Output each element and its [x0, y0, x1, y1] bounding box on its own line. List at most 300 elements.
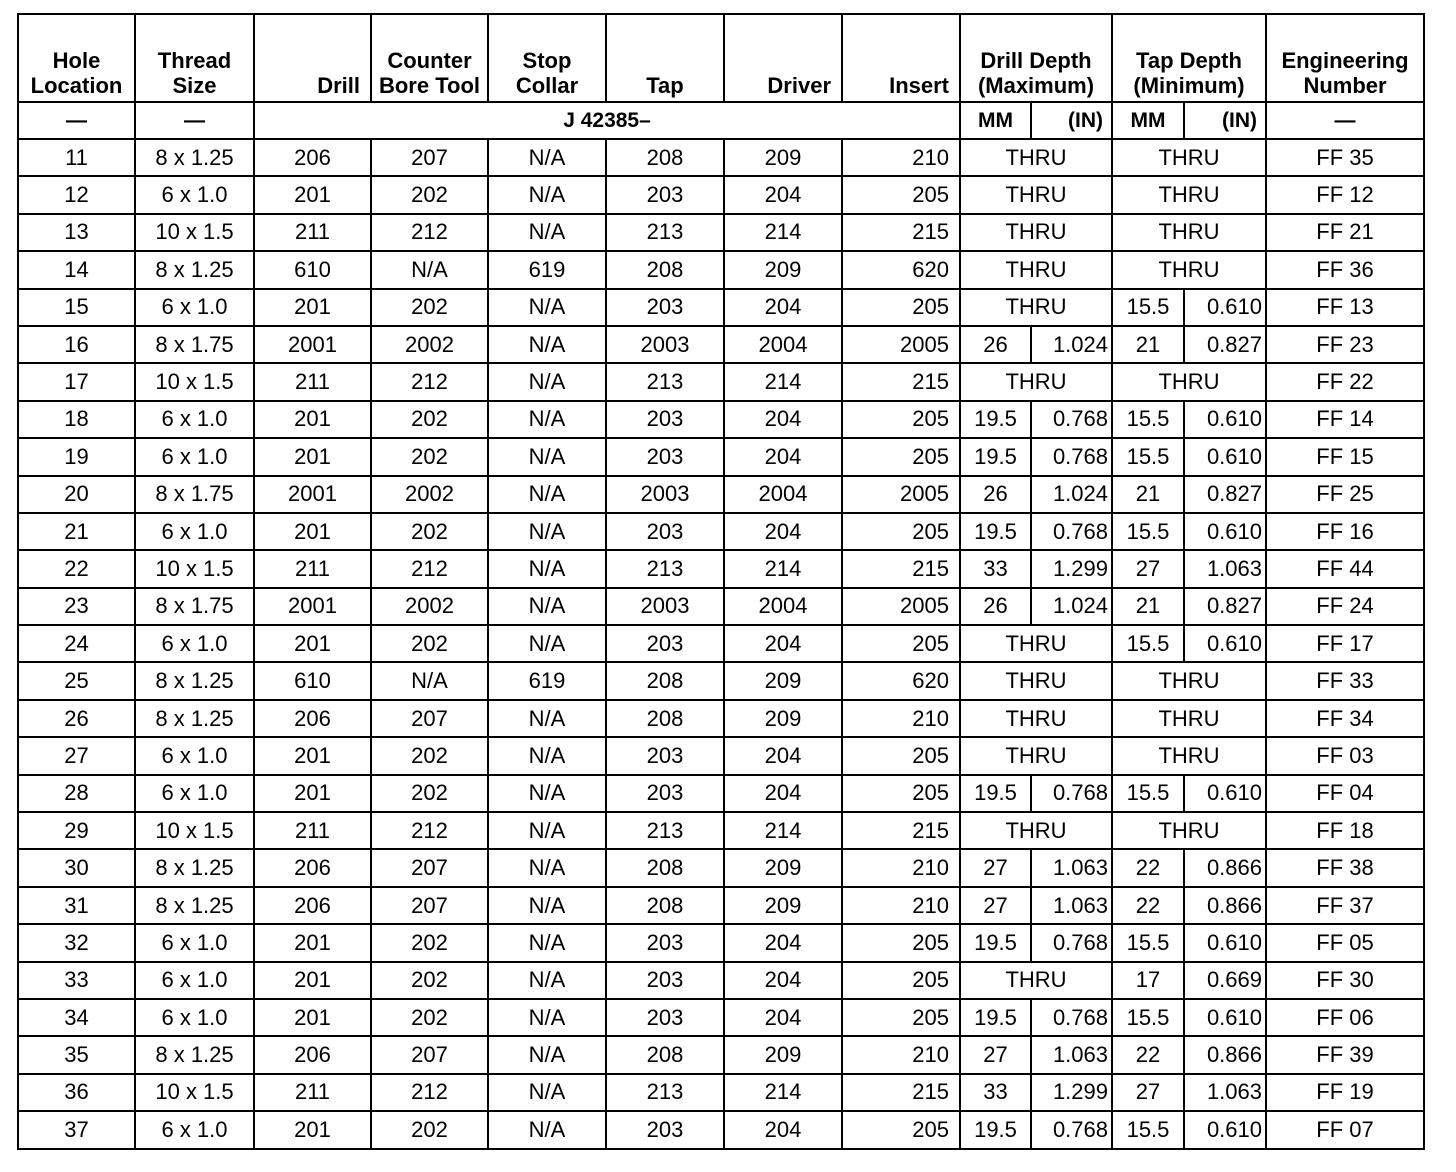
cell-driver: 204: [724, 625, 842, 662]
cell-insert: 215: [842, 812, 960, 849]
cell-stop-collar: N/A: [488, 1036, 606, 1073]
cell-drill: 211: [254, 1074, 371, 1111]
cell-tap-depth-in: 0.866: [1184, 1036, 1266, 1073]
cell-tap-depth-mm: 21: [1112, 476, 1184, 513]
cell-tap-depth: THRU: [1112, 139, 1266, 176]
cell-tap: 203: [606, 289, 724, 326]
cell-hole-location: 27: [18, 737, 135, 774]
cell-tap-depth: THRU: [1112, 812, 1266, 849]
cell-counter-bore-tool: 212: [371, 812, 488, 849]
cell-hole-location: 14: [18, 251, 135, 288]
cell-insert: 205: [842, 438, 960, 475]
cell-drill-depth-mm: 26: [960, 326, 1031, 363]
cell-insert: 205: [842, 176, 960, 213]
cell-counter-bore-tool: 202: [371, 924, 488, 961]
cell-tap-depth-in: 0.610: [1184, 775, 1266, 812]
cell-tap-depth-mm: 15.5: [1112, 401, 1184, 438]
cell-engineering-number: FF 30: [1266, 962, 1424, 999]
cell-insert: 2005: [842, 588, 960, 625]
cell-tap: 208: [606, 887, 724, 924]
cell-engineering-number: FF 44: [1266, 550, 1424, 587]
cell-stop-collar: N/A: [488, 176, 606, 213]
cell-engineering-number: FF 34: [1266, 700, 1424, 737]
table-row: [18, 401, 1424, 438]
cell-stop-collar: N/A: [488, 700, 606, 737]
cell-tap-depth-mm: 15.5: [1112, 775, 1184, 812]
cell-engineering-number: FF 05: [1266, 924, 1424, 961]
subheader-tool-prefix: J 42385–: [254, 102, 960, 139]
cell-hole-location: 13: [18, 214, 135, 251]
cell-tap-depth-mm: 22: [1112, 849, 1184, 886]
table-row: [18, 737, 1424, 774]
cell-thread-size: 6 x 1.0: [135, 438, 254, 475]
cell-drill: 211: [254, 214, 371, 251]
cell-tap-depth-in: 0.610: [1184, 289, 1266, 326]
cell-stop-collar: N/A: [488, 550, 606, 587]
table-row: [18, 775, 1424, 812]
cell-drill-depth-mm: 27: [960, 887, 1031, 924]
header-row: [18, 14, 1424, 102]
cell-thread-size: 6 x 1.0: [135, 924, 254, 961]
cell-drill: 201: [254, 289, 371, 326]
cell-engineering-number: FF 39: [1266, 1036, 1424, 1073]
cell-drill-depth-mm: 19.5: [960, 775, 1031, 812]
cell-insert: 210: [842, 887, 960, 924]
cell-counter-bore-tool: 207: [371, 700, 488, 737]
cell-hole-location: 16: [18, 326, 135, 363]
cell-engineering-number: FF 23: [1266, 326, 1424, 363]
cell-hole-location: 37: [18, 1111, 135, 1148]
cell-tap-depth-in: 1.063: [1184, 550, 1266, 587]
cell-stop-collar: N/A: [488, 775, 606, 812]
cell-drill-depth: THRU: [960, 289, 1112, 326]
cell-driver: 214: [724, 214, 842, 251]
cell-tap: 2003: [606, 326, 724, 363]
cell-drill-depth-mm: 19.5: [960, 401, 1031, 438]
cell-tap: 2003: [606, 476, 724, 513]
cell-thread-size: 8 x 1.25: [135, 887, 254, 924]
cell-thread-size: 8 x 1.75: [135, 476, 254, 513]
cell-tap-depth-mm: 21: [1112, 588, 1184, 625]
cell-tap: 2003: [606, 588, 724, 625]
cell-insert: 210: [842, 700, 960, 737]
cell-counter-bore-tool: 2002: [371, 476, 488, 513]
tool-specification-table: [17, 13, 1425, 1150]
cell-tap-depth: THRU: [1112, 251, 1266, 288]
cell-insert: 205: [842, 737, 960, 774]
header-driver: Driver: [724, 14, 842, 102]
cell-drill: 206: [254, 139, 371, 176]
cell-engineering-number: FF 14: [1266, 401, 1424, 438]
cell-drill: 201: [254, 999, 371, 1036]
cell-hole-location: 20: [18, 476, 135, 513]
cell-driver: 2004: [724, 588, 842, 625]
cell-drill: 206: [254, 1036, 371, 1073]
cell-drill: 201: [254, 775, 371, 812]
table-row: [18, 251, 1424, 288]
cell-tap-depth-in: 0.610: [1184, 999, 1266, 1036]
cell-counter-bore-tool: 212: [371, 1074, 488, 1111]
cell-drill: 2001: [254, 588, 371, 625]
cell-engineering-number: FF 04: [1266, 775, 1424, 812]
cell-thread-size: 8 x 1.25: [135, 139, 254, 176]
cell-tap-depth-in: 0.610: [1184, 924, 1266, 961]
cell-tap-depth-mm: 15.5: [1112, 999, 1184, 1036]
cell-counter-bore-tool: 2002: [371, 326, 488, 363]
cell-hole-location: 18: [18, 401, 135, 438]
cell-engineering-number: FF 06: [1266, 999, 1424, 1036]
cell-tap: 203: [606, 176, 724, 213]
cell-drill: 201: [254, 737, 371, 774]
cell-thread-size: 8 x 1.25: [135, 251, 254, 288]
cell-tap: 213: [606, 812, 724, 849]
cell-driver: 204: [724, 176, 842, 213]
table-row: [18, 550, 1424, 587]
cell-drill: 2001: [254, 326, 371, 363]
cell-tap: 203: [606, 924, 724, 961]
cell-drill-depth-mm: 27: [960, 1036, 1031, 1073]
cell-tap-depth-mm: 15.5: [1112, 438, 1184, 475]
cell-hole-location: 24: [18, 625, 135, 662]
cell-tap-depth-in: 0.610: [1184, 438, 1266, 475]
cell-engineering-number: FF 16: [1266, 513, 1424, 550]
cell-stop-collar: N/A: [488, 962, 606, 999]
cell-thread-size: 10 x 1.5: [135, 550, 254, 587]
cell-thread-size: 10 x 1.5: [135, 214, 254, 251]
cell-drill-depth-mm: 19.5: [960, 1111, 1031, 1148]
cell-tap-depth: THRU: [1112, 363, 1266, 400]
cell-drill-depth: THRU: [960, 625, 1112, 662]
cell-hole-location: 29: [18, 812, 135, 849]
cell-drill-depth-mm: 19.5: [960, 438, 1031, 475]
cell-tap: 203: [606, 737, 724, 774]
cell-hole-location: 34: [18, 999, 135, 1036]
cell-insert: 205: [842, 775, 960, 812]
cell-drill-depth: THRU: [960, 176, 1112, 213]
cell-tap-depth-mm: 15.5: [1112, 289, 1184, 326]
table-header: [18, 14, 1424, 139]
cell-tap-depth-in: 0.827: [1184, 476, 1266, 513]
table-row: [18, 588, 1424, 625]
cell-stop-collar: N/A: [488, 812, 606, 849]
cell-drill: 206: [254, 849, 371, 886]
cell-drill-depth-in: 1.063: [1031, 1036, 1112, 1073]
cell-thread-size: 6 x 1.0: [135, 176, 254, 213]
cell-driver: 204: [724, 513, 842, 550]
cell-insert: 205: [842, 401, 960, 438]
cell-tap: 203: [606, 775, 724, 812]
cell-engineering-number: FF 36: [1266, 251, 1424, 288]
cell-drill-depth-in: 0.768: [1031, 1111, 1112, 1148]
cell-counter-bore-tool: 202: [371, 289, 488, 326]
cell-drill: 2001: [254, 476, 371, 513]
table-row: [18, 513, 1424, 550]
table-row: [18, 812, 1424, 849]
cell-tap: 213: [606, 550, 724, 587]
cell-engineering-number: FF 18: [1266, 812, 1424, 849]
cell-counter-bore-tool: 212: [371, 550, 488, 587]
cell-counter-bore-tool: 207: [371, 887, 488, 924]
cell-driver: 204: [724, 289, 842, 326]
cell-driver: 214: [724, 812, 842, 849]
cell-counter-bore-tool: 202: [371, 1111, 488, 1148]
table-row: [18, 1111, 1424, 1148]
header-insert: Insert: [842, 14, 960, 102]
cell-drill-depth-in: 1.024: [1031, 326, 1112, 363]
cell-tap-depth: THRU: [1112, 737, 1266, 774]
cell-thread-size: 6 x 1.0: [135, 513, 254, 550]
cell-stop-collar: N/A: [488, 513, 606, 550]
cell-stop-collar: N/A: [488, 924, 606, 961]
cell-driver: 214: [724, 1074, 842, 1111]
cell-engineering-number: FF 15: [1266, 438, 1424, 475]
cell-engineering-number: FF 25: [1266, 476, 1424, 513]
cell-thread-size: 6 x 1.0: [135, 962, 254, 999]
cell-insert: 205: [842, 289, 960, 326]
cell-stop-collar: N/A: [488, 1111, 606, 1148]
cell-hole-location: 15: [18, 289, 135, 326]
cell-drill-depth-in: 1.024: [1031, 476, 1112, 513]
cell-counter-bore-tool: 202: [371, 625, 488, 662]
cell-counter-bore-tool: 202: [371, 999, 488, 1036]
cell-stop-collar: N/A: [488, 999, 606, 1036]
table-row: [18, 700, 1424, 737]
cell-tap-depth: THRU: [1112, 214, 1266, 251]
cell-engineering-number: FF 07: [1266, 1111, 1424, 1148]
cell-tap: 213: [606, 1074, 724, 1111]
cell-counter-bore-tool: 207: [371, 849, 488, 886]
cell-thread-size: 6 x 1.0: [135, 625, 254, 662]
header-thread-size: Thread Size: [135, 14, 254, 102]
cell-thread-size: 10 x 1.5: [135, 1074, 254, 1111]
cell-driver: 204: [724, 438, 842, 475]
cell-counter-bore-tool: 202: [371, 513, 488, 550]
cell-stop-collar: N/A: [488, 438, 606, 475]
cell-tap: 213: [606, 214, 724, 251]
table-row: [18, 476, 1424, 513]
cell-stop-collar: N/A: [488, 588, 606, 625]
cell-tap: 208: [606, 849, 724, 886]
cell-tap-depth-in: 0.669: [1184, 962, 1266, 999]
cell-tap-depth-mm: 21: [1112, 326, 1184, 363]
cell-driver: 214: [724, 363, 842, 400]
cell-hole-location: 22: [18, 550, 135, 587]
cell-hole-location: 32: [18, 924, 135, 961]
cell-thread-size: 8 x 1.25: [135, 662, 254, 699]
cell-tap: 203: [606, 625, 724, 662]
cell-tap-depth-in: 0.610: [1184, 401, 1266, 438]
cell-drill-depth-in: 0.768: [1031, 513, 1112, 550]
cell-drill: 201: [254, 962, 371, 999]
cell-drill-depth: THRU: [960, 737, 1112, 774]
cell-hole-location: 28: [18, 775, 135, 812]
cell-tap: 208: [606, 251, 724, 288]
cell-tap-depth: THRU: [1112, 176, 1266, 213]
cell-stop-collar: N/A: [488, 887, 606, 924]
cell-drill: 201: [254, 401, 371, 438]
cell-stop-collar: N/A: [488, 625, 606, 662]
cell-stop-collar: N/A: [488, 139, 606, 176]
cell-drill: 211: [254, 550, 371, 587]
cell-counter-bore-tool: 202: [371, 962, 488, 999]
cell-thread-size: 8 x 1.25: [135, 700, 254, 737]
cell-thread-size: 8 x 1.75: [135, 588, 254, 625]
cell-insert: 215: [842, 550, 960, 587]
cell-drill-depth-mm: 19.5: [960, 513, 1031, 550]
cell-tap: 208: [606, 1036, 724, 1073]
cell-tap-depth-mm: 27: [1112, 550, 1184, 587]
cell-drill-depth-mm: 26: [960, 476, 1031, 513]
cell-tap: 213: [606, 363, 724, 400]
cell-drill-depth: THRU: [960, 662, 1112, 699]
cell-counter-bore-tool: 2002: [371, 588, 488, 625]
cell-thread-size: 6 x 1.0: [135, 775, 254, 812]
cell-counter-bore-tool: 212: [371, 214, 488, 251]
table-row: [18, 662, 1424, 699]
header-drill-depth: Drill Depth (Maximum): [960, 14, 1112, 102]
cell-driver: 214: [724, 550, 842, 587]
cell-driver: 209: [724, 139, 842, 176]
cell-thread-size: 6 x 1.0: [135, 999, 254, 1036]
table-row: [18, 887, 1424, 924]
cell-insert: 210: [842, 139, 960, 176]
table-row: [18, 438, 1424, 475]
cell-drill-depth-in: 0.768: [1031, 924, 1112, 961]
cell-thread-size: 10 x 1.5: [135, 363, 254, 400]
subheader-tap-in: (IN): [1184, 102, 1266, 139]
cell-insert: 215: [842, 363, 960, 400]
cell-insert: 620: [842, 662, 960, 699]
cell-tap-depth-mm: 15.5: [1112, 1111, 1184, 1148]
cell-stop-collar: N/A: [488, 849, 606, 886]
cell-hole-location: 35: [18, 1036, 135, 1073]
cell-tap-depth-mm: 15.5: [1112, 513, 1184, 550]
cell-hole-location: 17: [18, 363, 135, 400]
cell-drill: 201: [254, 924, 371, 961]
cell-stop-collar: 619: [488, 662, 606, 699]
table-body: [18, 139, 1424, 1149]
cell-drill-depth-in: 1.063: [1031, 849, 1112, 886]
cell-drill-depth-mm: 26: [960, 588, 1031, 625]
cell-insert: 2005: [842, 476, 960, 513]
subheader-engineering-number: —: [1266, 102, 1424, 139]
cell-engineering-number: FF 13: [1266, 289, 1424, 326]
cell-drill-depth-mm: 19.5: [960, 999, 1031, 1036]
cell-drill-depth-mm: 27: [960, 849, 1031, 886]
cell-drill: 211: [254, 812, 371, 849]
cell-drill-depth-in: 0.768: [1031, 999, 1112, 1036]
cell-driver: 209: [724, 849, 842, 886]
cell-stop-collar: N/A: [488, 1074, 606, 1111]
cell-tap-depth-in: 0.610: [1184, 625, 1266, 662]
header-tap: Tap: [606, 14, 724, 102]
cell-hole-location: 30: [18, 849, 135, 886]
cell-drill-depth-in: 0.768: [1031, 775, 1112, 812]
table-row: [18, 962, 1424, 999]
cell-drill: 211: [254, 363, 371, 400]
header-engineering-number: Engineering Number: [1266, 14, 1424, 102]
cell-counter-bore-tool: N/A: [371, 662, 488, 699]
cell-stop-collar: 619: [488, 251, 606, 288]
table-row: [18, 139, 1424, 176]
cell-drill-depth-in: 1.299: [1031, 550, 1112, 587]
cell-insert: 205: [842, 999, 960, 1036]
cell-tap-depth-mm: 15.5: [1112, 924, 1184, 961]
cell-drill: 201: [254, 176, 371, 213]
cell-counter-bore-tool: 202: [371, 176, 488, 213]
cell-hole-location: 21: [18, 513, 135, 550]
cell-drill-depth-in: 1.299: [1031, 1074, 1112, 1111]
table-row: [18, 625, 1424, 662]
cell-drill: 201: [254, 438, 371, 475]
table-row: [18, 1074, 1424, 1111]
cell-insert: 205: [842, 513, 960, 550]
cell-drill-depth-in: 1.024: [1031, 588, 1112, 625]
cell-counter-bore-tool: 202: [371, 775, 488, 812]
cell-tap-depth-mm: 22: [1112, 887, 1184, 924]
cell-insert: 2005: [842, 326, 960, 363]
cell-drill-depth-in: 0.768: [1031, 401, 1112, 438]
table-row: [18, 363, 1424, 400]
cell-hole-location: 33: [18, 962, 135, 999]
cell-driver: 2004: [724, 326, 842, 363]
cell-tap-depth-mm: 22: [1112, 1036, 1184, 1073]
cell-counter-bore-tool: 202: [371, 401, 488, 438]
subheader-thread-size: —: [135, 102, 254, 139]
cell-engineering-number: FF 19: [1266, 1074, 1424, 1111]
cell-driver: 204: [724, 924, 842, 961]
header-hole-location: Hole Location: [18, 14, 135, 102]
cell-hole-location: 31: [18, 887, 135, 924]
header-counter-bore-tool: Counter Bore Tool: [371, 14, 488, 102]
cell-engineering-number: FF 03: [1266, 737, 1424, 774]
cell-drill-depth: THRU: [960, 700, 1112, 737]
table-row: [18, 1036, 1424, 1073]
cell-engineering-number: FF 33: [1266, 662, 1424, 699]
table-row: [18, 176, 1424, 213]
cell-tap-depth: THRU: [1112, 662, 1266, 699]
cell-insert: 210: [842, 849, 960, 886]
cell-tap: 203: [606, 1111, 724, 1148]
cell-stop-collar: N/A: [488, 326, 606, 363]
cell-engineering-number: FF 24: [1266, 588, 1424, 625]
cell-tap: 203: [606, 401, 724, 438]
subheader-drill-in: (IN): [1031, 102, 1112, 139]
cell-hole-location: 25: [18, 662, 135, 699]
cell-driver: 204: [724, 401, 842, 438]
cell-engineering-number: FF 37: [1266, 887, 1424, 924]
cell-insert: 215: [842, 214, 960, 251]
cell-tap: 203: [606, 962, 724, 999]
cell-drill-depth: THRU: [960, 363, 1112, 400]
cell-drill-depth: THRU: [960, 962, 1112, 999]
table-row: [18, 924, 1424, 961]
cell-insert: 215: [842, 1074, 960, 1111]
cell-drill-depth-mm: 33: [960, 1074, 1031, 1111]
cell-tap-depth-mm: 27: [1112, 1074, 1184, 1111]
cell-thread-size: 6 x 1.0: [135, 737, 254, 774]
cell-engineering-number: FF 12: [1266, 176, 1424, 213]
cell-hole-location: 23: [18, 588, 135, 625]
cell-hole-location: 36: [18, 1074, 135, 1111]
cell-engineering-number: FF 35: [1266, 139, 1424, 176]
cell-driver: 209: [724, 662, 842, 699]
cell-drill: 206: [254, 887, 371, 924]
subheader-tap-mm: MM: [1112, 102, 1184, 139]
cell-insert: 205: [842, 962, 960, 999]
cell-drill-depth-in: 1.063: [1031, 887, 1112, 924]
subheader-row: [18, 102, 1424, 139]
